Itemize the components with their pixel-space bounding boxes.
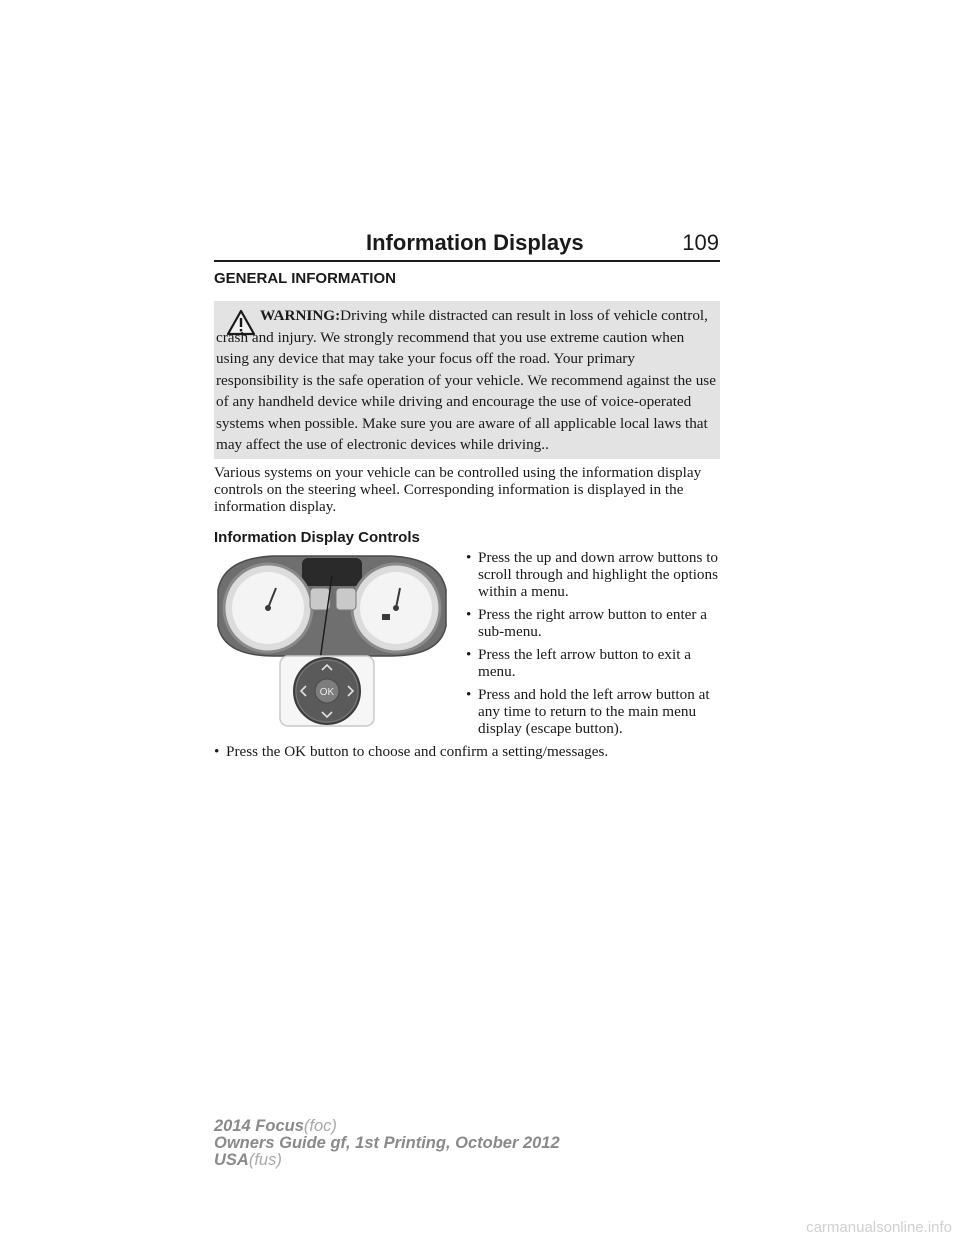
list-item: • Press the up and down arrow buttons to scroll through and highlight the options within a menu. bbox=[466, 549, 722, 600]
list-item: • Press and hold the left arrow button at any time to return to the main menu display (escape button). bbox=[466, 686, 722, 737]
controls-bullet-list bbox=[466, 549, 722, 743]
intro-paragraph: Various systems on your vehicle can be controlled using the information display controls on the steering wheel. Corresponding information is displayed in the information display. bbox=[214, 464, 702, 515]
warning-box bbox=[214, 301, 720, 459]
footer bbox=[214, 1118, 560, 1169]
footer-model: 2014 Focus bbox=[214, 1117, 304, 1135]
warning-body: Driving while distracted can result in loss of vehicle control, crash and injury. We strongly recommend that you use extreme caution when using any device that may take your focus off the road. Your primary responsibility is the safe operation of your vehicle. We recommend against the use of any handheld device while driving and encourage the use of voice-operated systems when possible. Make sure you are aware of all applicable local laws that may affect the use of electronic devices while driving.. bbox=[216, 307, 716, 453]
final-bullet: • Press the OK button to choose and confirm a setting/messages. bbox=[214, 743, 720, 760]
header-rule bbox=[214, 260, 720, 262]
instrument-cluster-illustration bbox=[214, 552, 450, 730]
header-title: Information Displays bbox=[366, 230, 584, 255]
list-item: • Press the left arrow button to exit a menu. bbox=[466, 646, 722, 680]
temp-indicator bbox=[336, 588, 356, 610]
warning-text bbox=[216, 305, 716, 456]
footer-model-code: (foc) bbox=[303, 1117, 337, 1135]
ok-label: OK bbox=[319, 687, 335, 698]
footer-market: USA bbox=[214, 1151, 249, 1169]
footer-printing: Owners Guide gf, 1st Printing, October 2012 bbox=[214, 1134, 560, 1152]
list-item: • Press the right arrow button to enter a sub-menu. bbox=[466, 606, 722, 640]
warning-label: WARNING: bbox=[260, 307, 341, 324]
footer-market-code: (fus) bbox=[248, 1151, 282, 1169]
controls-heading: Information Display Controls bbox=[214, 529, 420, 546]
section-heading: GENERAL INFORMATION bbox=[214, 270, 396, 287]
center-display bbox=[302, 558, 362, 586]
watermark: carmanualsonline.info bbox=[806, 1219, 952, 1236]
page-number: 109 bbox=[682, 230, 719, 255]
